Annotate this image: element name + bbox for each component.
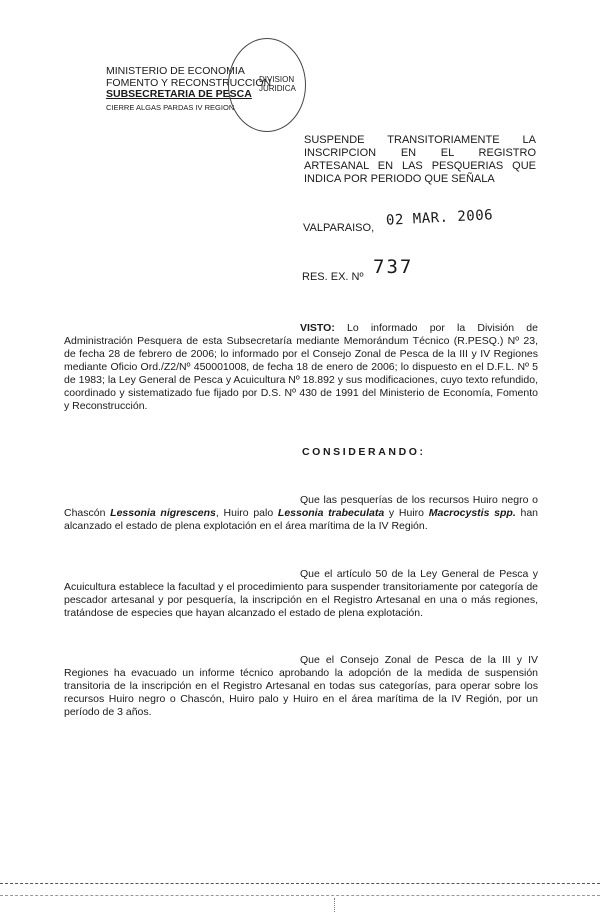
stamp-division: DIVISION xyxy=(259,75,295,84)
visto-text: Lo informado por la División de Administración Pesquera de esta Subsecretaría mediante Memorándum Técnico (R.PESQ.) Nº 23, de fecha 28 de febrero de 2006; lo informado por el Consejo Zonal de Pesca de la III y IV Regiones mediante Oficio Ord./Z2/Nº 450001008, de fecha 18 de enero de 2006; lo dispuesto en el D.F.L. Nº 5 de 1983; la Ley General de Pesca y Acuicultura Nº 18.892 y sus modificaciones, cuyo texto refundido, coordinado y sistematizado fue fijado por D.S. Nº 430 de 1991 del Ministerio de Economía, Fomento y Reconstrucción. xyxy=(64,322,538,412)
visto-paragraph xyxy=(64,322,538,413)
place: VALPARAISO, xyxy=(303,222,375,234)
ministry-name-cont: FOMENTO Y RECONSTRUCCION xyxy=(106,76,272,89)
official-stamp xyxy=(228,38,306,132)
resolution-label: RES. EX. Nº xyxy=(302,271,364,283)
c1-text-1: Que las pesquerías de los recursos Huiro negro o Chascón xyxy=(64,494,538,519)
scan-artifact xyxy=(334,898,339,912)
visto-label: VISTO: xyxy=(300,322,335,334)
file-reference: CIERRE ALGAS PARDAS IV REGION xyxy=(106,102,235,112)
c1-text-2: , Huiro palo xyxy=(215,507,278,519)
considerando-1 xyxy=(64,494,538,533)
resolution-number: 737 xyxy=(373,256,414,278)
subsecretariat-name: SUBSECRETARIA DE PESCA xyxy=(106,88,252,100)
species-lessonia-trabeculata: Lessonia trabeculata xyxy=(277,507,385,519)
species-lessonia-nigrescens: Lessonia nigrescens xyxy=(110,507,216,519)
considerando-3: Que el Consejo Zonal de Pesca de la III y IV Regiones ha evacuado un informe técnico aprobando la adopción de la medida de suspensión transitoria de la inscripción en el Registro Artesanal en todas sus categorías, para operar sobre los recursos Huiro negro o Chascón, Huiro palo y Huiro en el área marítima de la IV Región, por un período de 3 años. xyxy=(64,654,538,718)
considerando-2: Que el artículo 50 de la Ley General de Pesca y Acuicultura establece la facultad y el procedimiento para suspender transitoriamente por categoría de pescador artesanal y por pesquería, la inscripción en el Registro Artesanal en una o más regiones, tratándose de especies que hayan alcanzado el estado de plena explotación. xyxy=(64,568,538,619)
species-macrocystis: Macrocystis spp. xyxy=(428,507,516,519)
c1-text-4: han alcanzado el estado de plena explotación en el área marítima de la IV Región. xyxy=(64,507,538,532)
scan-edge-line-2 xyxy=(0,895,600,896)
stamp-juridica: JURIDICA xyxy=(259,84,296,93)
considerando-heading: CONSIDERANDO: xyxy=(302,446,426,458)
c1-text-3: y Huiro xyxy=(384,507,429,519)
ministry-name: MINISTERIO DE ECONOMIA xyxy=(106,65,245,77)
scan-edge-line xyxy=(0,883,600,884)
resolution-subject: SUSPENDE TRANSITORIAMENTE LA INSCRIPCION EN EL REGISTRO ARTESANAL EN LAS PESQUERIAS QUE INDICA POR PERIODO QUE SEÑALA xyxy=(304,134,536,185)
date-stamp: 02 MAR. 2006 xyxy=(385,207,494,229)
